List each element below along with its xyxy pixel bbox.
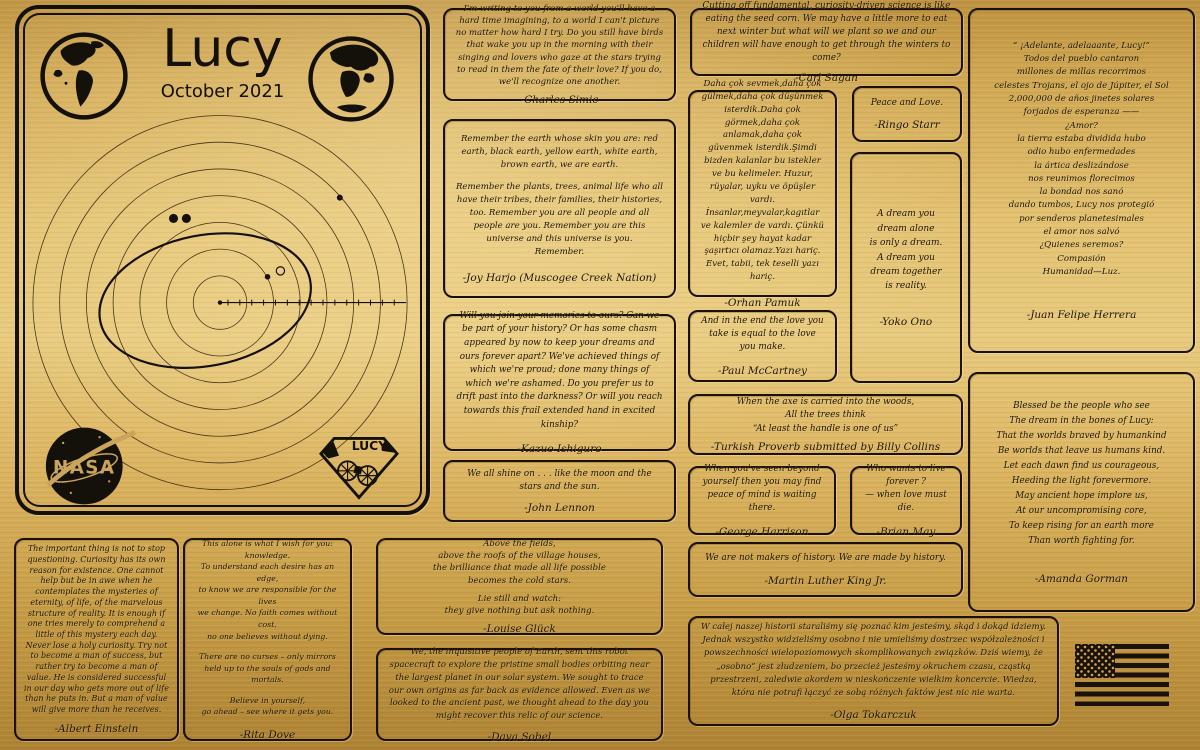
sun-dot: [218, 300, 222, 304]
quote-text: Believe in yourself, go ahead – see where it gets you.: [201, 695, 334, 717]
quote-box-carl-sagan: [690, 0, 963, 85]
quote-box-amanda-gorman: [968, 372, 1195, 612]
quote-text: Who wants to live forever ? — when love must die.: [865, 463, 947, 514]
quote-box-orhan-pamuk: [688, 78, 837, 310]
quote-text: And in the end the love you take is equal to the love you make.: [701, 315, 824, 353]
earth-globe-east-icon: [307, 35, 395, 123]
quote-text: When you've seen beyond yourself then you may find peace of mind is waiting there.: [702, 463, 822, 514]
quote-attribution: -Brian May: [876, 526, 936, 539]
quote-box-charles-simic: [443, 4, 676, 106]
quote-text: Remember the earth whose skin you are: red earth, black earth, yellow earth, white earth, brown earth, we are earth.: [460, 134, 659, 171]
mission-title: Lucy: [162, 19, 283, 79]
quote-box-john-lennon: [443, 460, 676, 522]
quote-text: When the axe is carried into the woods, All the trees think “At least the handle is one of us”: [736, 397, 915, 434]
quote-text: I'm writing to you from a world you'll have a hard time imagining, to a world I can't picture no matter how hard I try. Do you still have birds that wake you up in the morning with their singing and lovers who gaze at the stars trying to read in them the fate of their love? If you do, we'll recognize one another.: [455, 4, 664, 87]
quote-box-rita-dove: [183, 538, 352, 741]
asteroid-open-circle: [276, 267, 284, 275]
quote-box-olga-tokarczuk: [688, 616, 1059, 726]
quote-box-martin-luther-king: [688, 542, 963, 597]
trojan-asteroid-dot: [169, 214, 178, 223]
quote-attribution: -Carl Sagan: [795, 72, 858, 85]
quote-box-dava-sobel: [376, 648, 663, 741]
quote-text: Remember the plants, trees, animal life who all have their tribes, their families, their histories, too. Remember you are all people and all people are you. Remember you are this universe and this universe is you.: [455, 182, 664, 244]
quote-attribution: -Turkish Proverb submitted by Billy Collins: [710, 440, 941, 453]
quote-box-turkish-proverb: [688, 394, 963, 455]
quote-box-george-harrison: [688, 463, 836, 539]
quote-attribution: -Ringo Starr: [874, 119, 940, 132]
quote-attribution: -Kazuo Ishiguro: [517, 443, 602, 456]
asteroid-dot: [337, 195, 343, 201]
quote-attribution: -Louise Glück: [483, 623, 556, 636]
quote-text: We, the inquisitive people of Earth, sent this robot spacecraft to explore the pristine small bodies orbiting near the largest planet in our solar system. We sought to trace our own origins as far back as evidence allowed. Even as we looked to the ancient past, we thought ahead to the day you might recover this relic of our science.: [388, 647, 651, 721]
asteroid-dot: [265, 274, 271, 280]
lucy-mission-logo: [319, 434, 399, 502]
us-flag-icon: [1075, 644, 1169, 706]
mission-panel: [15, 5, 430, 515]
quote-text: “ ¡Adelante, adelaaante, Lucy!” Todos del pueblo cantaron millones de millas recorrimos celestes Trojans, el ojo de Júpiter, el Sol 2,000,000 de años jinetes solares forjados de esperanza —— ¿Amor? la tierra estaba dividida hubo odio hubo enfermedades la ártica deslizándose nos reunimos florecimos la bondad nos sanó dando tumbos, Lucy nos protegió por senderos planetesimales el amor nos salvó ¿Quienes seremos? Compasión Humanidad—Luz.: [994, 40, 1169, 277]
quote-attribution: -Charles Simic: [520, 93, 599, 106]
quote-text: The important thing is not to stop questioning. Curiosity has its own reason for existence. One cannot help but be in awe when he contemplates the mysteries of eternity, of life, of the marvelous structure of reality. It is enough if one tries merely to comprehend a little of this mystery each day. Never lose a holy curiosity. Try not to become a man of success, but rather try to become a man of value. He is considered successful in our day who gets more out of life than he puts in. But a man of value will give more than he receives.: [24, 544, 169, 715]
quote-text: Cutting off fundamental, curiosity-driven science is like eating the seed corn. We may have a little more to eat next winter but what will we plant so we and our children will have enough to get through the winters to come?: [702, 0, 951, 64]
quote-box-juan-felipe-herrera: [968, 8, 1195, 353]
quote-box-ringo-starr: [852, 86, 962, 142]
quote-text: This alone is what I wish for you: knowledge. To understand each desire has an edge, to know we are responsible for the lives we change. No faith comes without cost, no one believes without dying.: [197, 539, 338, 641]
quote-text: There are no curses – only mirrors held up to the souls of gods and mortals.: [199, 652, 336, 685]
quote-text: Peace and Love.: [870, 97, 944, 108]
quote-attribution: -Yoko Ono: [879, 315, 933, 328]
quote-box-kazuo-ishiguro: [443, 310, 676, 456]
quote-text: We are not makers of history. We are made by history.: [705, 553, 946, 564]
quote-attribution: -Juan Felipe Herrera: [1026, 309, 1137, 322]
quote-attribution: -Amanda Gorman: [1034, 572, 1129, 585]
quote-attribution: -Orhan Pamuk: [724, 297, 801, 310]
quote-text: Above the fields, above the roofs of the village houses, the brilliance that made all life possible becomes the cold stars.: [432, 538, 606, 586]
quote-attribution: -Joy Harjo (Muscogee Creek Nation): [462, 271, 657, 284]
quote-attribution: -Albert Einstein: [54, 722, 139, 735]
quote-text: We all shine on . . . like the moon and the stars and the sun.: [467, 468, 652, 492]
quote-attribution: -Paul McCartney: [718, 365, 807, 378]
quote-attribution: -Dava Sobel: [487, 730, 552, 743]
quote-attribution: -Olga Tokarczuk: [830, 709, 917, 722]
quote-attribution: -Rita Dove: [239, 728, 296, 741]
quote-text: W całej naszej historii staraliśmy się poznać kim jesteśmy, skąd i dokąd idziemy. Jednak wszystko widzieliśmy osobno i nie umieliśmy dostrzec współzależności i powszechności wielopoziomowych skomplikowanych związków. Dziś wiemy, że „osobno” jest złudzeniem, bo przecież jesteśmy okruchem czasu, cząstką przestrzeni, zaledwie akordem w nieskończenie wielkim koncercie. Wiedza, która nie potrafi łączyć ze sobą różnych faktów jest nic nie warta.: [700, 621, 1047, 698]
quote-box-paul-mccartney: [688, 310, 837, 382]
quote-box-joy-harjo: [443, 119, 676, 298]
nasa-wordmark: NASA: [53, 457, 116, 479]
quote-attribution: -George Harrison: [715, 526, 809, 539]
mission-date: October 2021: [160, 81, 285, 102]
mission-panel-inner-border: [23, 13, 422, 507]
quote-text: Blessed be the people who see The dream in the bones of Lucy: That the worlds braved by humankind Be worlds that leave us humans kind. Let each dawn find us courageous, Heeding the light forevermore. May ancient hope implore us, At our uncompromising core, To keep rising for an earth more Than worth fighting for.: [996, 401, 1167, 546]
quote-box-albert-einstein: [14, 538, 179, 741]
flag-canton-stars: [1075, 644, 1115, 678]
quote-attribution: -John Lennon: [524, 502, 595, 515]
quote-attribution: -Martin Luther King Jr.: [764, 574, 887, 587]
quote-text: Will you join your memories to ours? Can we be part of your history? Or has some chasm appeared by now to keep your dreams and ours forever apart? We've achieved things of which we're proud; done many things of which we're ashamed. Do you prefer us to drift past into the darkness? Or will you reach towards this frail extended hand in excited kinship?: [456, 310, 663, 430]
quote-text: Remember.: [534, 246, 585, 257]
quote-box-louise-gluck: [376, 538, 663, 635]
quote-text: A dream you dream alone is only a dream. A dream you dream together is reality.: [869, 209, 943, 292]
lucy-wordmark: LUCY: [351, 438, 388, 453]
nasa-meatball-logo: [42, 423, 138, 507]
trojan-asteroid-dot: [182, 214, 191, 223]
quote-text: Lie still and watch: they give nothing but ask nothing.: [444, 593, 595, 616]
quote-text: Daha çok sevmek,daha çok gülmek,daha çok düşünmek isterdik.Daha çok görmek,daha çok anlamak,daha çok güvenmek isterdik.Şimdi bizden kalanlar bu istekler ve bu kelimeler. Huzur, rüyalar, uyku ve öpüşler vardı. İnsanlar,meyvalar,kagıtlar ve kalemler de vardı. Çünkü hiçbir şey hayat kadar şaşırtıcı olamaz.Yazı hariç. Evet, tabii, tek teselli yazı hariç.: [700, 78, 825, 283]
quote-box-brian-may: [850, 463, 962, 539]
quote-box-yoko-ono: [850, 152, 962, 383]
